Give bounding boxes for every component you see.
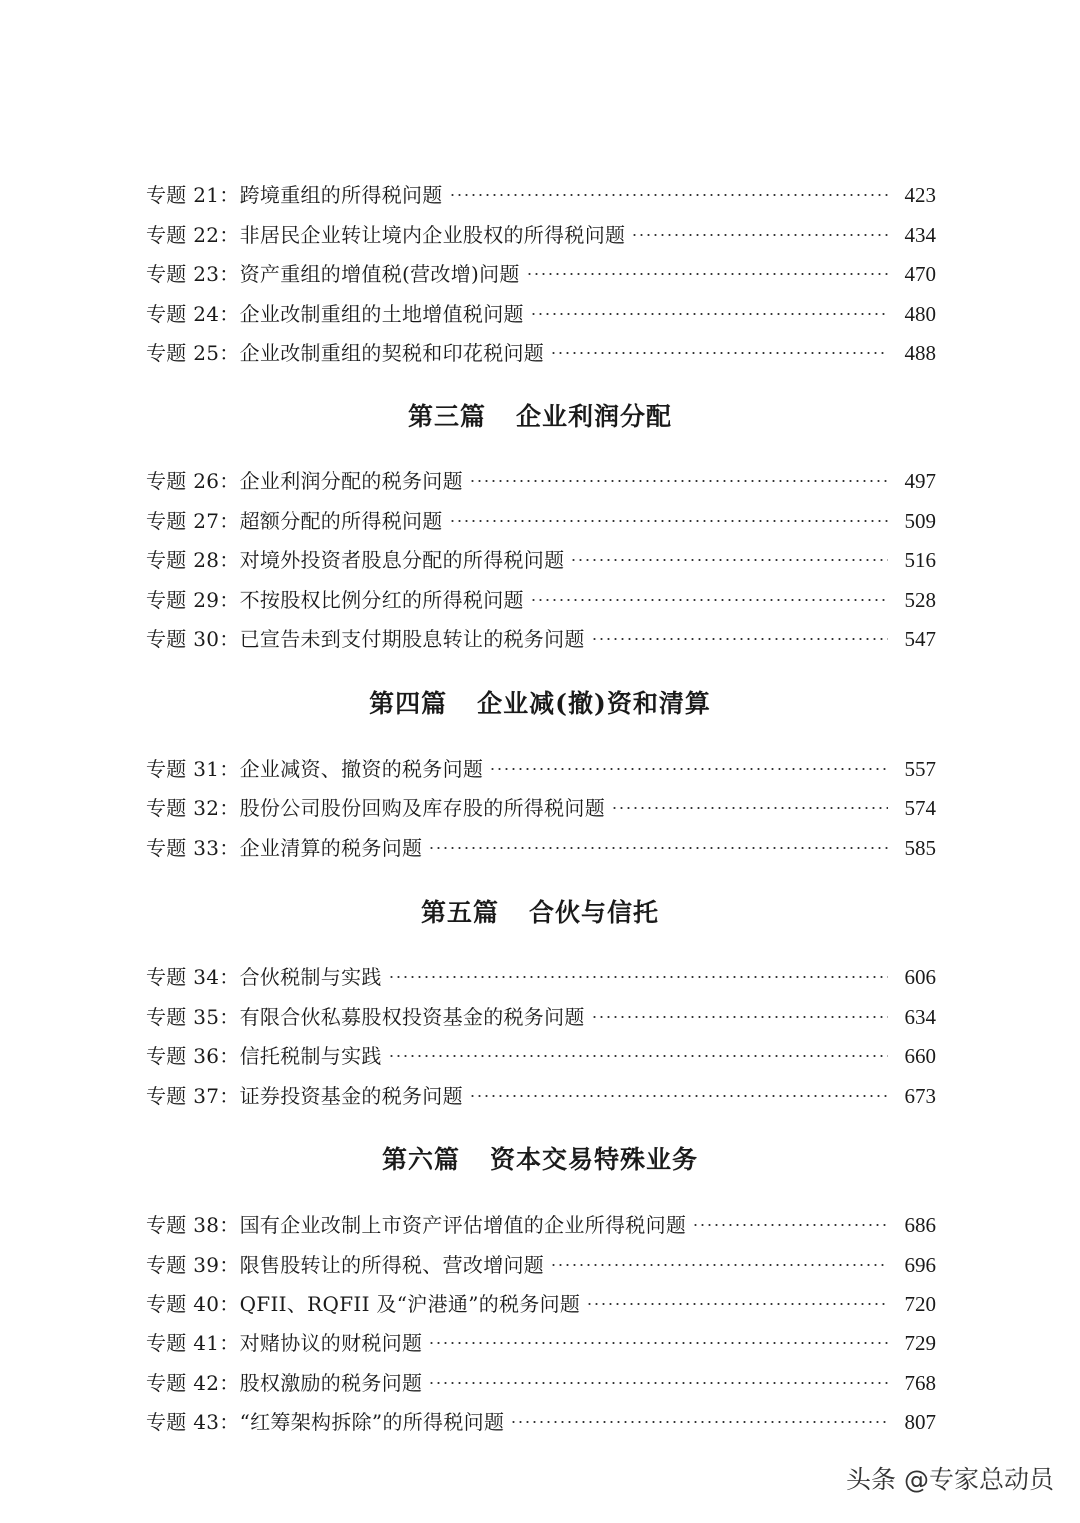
dot-leader bbox=[428, 1342, 888, 1344]
toc-entry[interactable] bbox=[146, 1368, 936, 1398]
toc-entry-label: 专题 34：合伙税制与实践 bbox=[146, 965, 382, 989]
toc-entry-label: 专题 37：证券投资基金的税务问题 bbox=[146, 1084, 463, 1108]
toc-entry[interactable] bbox=[146, 1289, 936, 1319]
dot-leader bbox=[550, 1264, 888, 1266]
toc-entry-page: 606 bbox=[904, 965, 936, 989]
toc-entry[interactable] bbox=[146, 299, 936, 329]
dot-leader bbox=[428, 1382, 888, 1384]
toc-entry-page: 696 bbox=[904, 1253, 936, 1277]
toc-entry-page: 768 bbox=[904, 1371, 936, 1395]
dot-leader bbox=[692, 1224, 888, 1226]
section-title bbox=[0, 684, 1080, 724]
dot-leader bbox=[530, 599, 888, 601]
toc-entry[interactable] bbox=[146, 793, 936, 823]
toc-entry[interactable] bbox=[146, 180, 936, 210]
toc-entry-label: 专题 29：不按股权比例分红的所得税问题 bbox=[146, 588, 524, 612]
dot-leader bbox=[591, 1016, 888, 1018]
toc-entry[interactable] bbox=[146, 624, 936, 654]
toc-entry-label: 专题 30：已宣告未到支付期股息转让的税务问题 bbox=[146, 627, 585, 651]
toc-entry[interactable] bbox=[146, 962, 936, 992]
dot-leader bbox=[586, 1303, 888, 1305]
toc-entry-page: 557 bbox=[904, 757, 936, 781]
dot-leader bbox=[388, 976, 888, 978]
toc-entry-label: 专题 21：跨境重组的所得税问题 bbox=[146, 183, 443, 207]
toc-entry-page: 423 bbox=[904, 183, 936, 207]
toc-entry-label: 专题 28：对境外投资者股息分配的所得税问题 bbox=[146, 548, 565, 572]
toc-entry[interactable] bbox=[146, 1407, 936, 1437]
dot-leader bbox=[449, 194, 888, 196]
dot-leader bbox=[570, 559, 888, 561]
toc-entry-page: 509 bbox=[904, 509, 936, 533]
toc-entry[interactable] bbox=[146, 1081, 936, 1111]
toc-entry[interactable] bbox=[146, 754, 936, 784]
toc-entry-page: 470 bbox=[904, 262, 936, 286]
toc-entry-label: 专题 23：资产重组的增值税(营改增)问题 bbox=[146, 262, 520, 286]
section-name: 资本交易特殊业务 bbox=[490, 1145, 699, 1174]
toc-entry[interactable] bbox=[146, 506, 936, 536]
section-name: 企业利润分配 bbox=[516, 402, 673, 431]
toc-entry-label: 专题 42：股权激励的税务问题 bbox=[146, 1371, 423, 1395]
toc-entry-page: 497 bbox=[904, 469, 936, 493]
toc-entry[interactable] bbox=[146, 545, 936, 575]
toc-entry-label: 专题 26：企业利润分配的税务问题 bbox=[146, 469, 463, 493]
dot-leader bbox=[449, 520, 888, 522]
dot-leader bbox=[611, 807, 888, 809]
toc-entry-label: 专题 32：股份公司股份回购及库存股的所得税问题 bbox=[146, 796, 606, 820]
toc-entry-page: 434 bbox=[904, 223, 936, 247]
dot-leader bbox=[510, 1421, 888, 1423]
toc-entry-label: 专题 25：企业改制重组的契税和印花税问题 bbox=[146, 341, 545, 365]
dot-leader bbox=[469, 480, 888, 482]
toc-entry-label: 专题 43：“红筹架构拆除”的所得税问题 bbox=[146, 1410, 505, 1434]
toc-entry[interactable] bbox=[146, 1250, 936, 1280]
section-part: 第三篇 bbox=[407, 402, 486, 431]
toc-entry-page: 634 bbox=[904, 1005, 936, 1029]
toc-entry[interactable] bbox=[146, 833, 936, 863]
watermark-label: 头条 @专家总动员 bbox=[846, 1465, 1054, 1494]
toc-entry[interactable] bbox=[146, 585, 936, 615]
toc-entry[interactable] bbox=[146, 1210, 936, 1240]
toc-entry-label: 专题 41：对赌协议的财税问题 bbox=[146, 1331, 423, 1355]
section-name: 合伙与信托 bbox=[529, 898, 660, 927]
dot-leader bbox=[428, 847, 888, 849]
toc-entry-label: 专题 33：企业清算的税务问题 bbox=[146, 836, 423, 860]
toc-entry-page: 528 bbox=[904, 588, 936, 612]
section-title bbox=[0, 397, 1080, 437]
section-part: 第六篇 bbox=[381, 1145, 460, 1174]
toc-entry-label: 专题 36：信托税制与实践 bbox=[146, 1044, 382, 1068]
toc-entry[interactable] bbox=[146, 259, 936, 289]
toc-entry[interactable] bbox=[146, 220, 936, 250]
toc-entry-label: 专题 27：超额分配的所得税问题 bbox=[146, 509, 443, 533]
toc-entry-page: 480 bbox=[904, 302, 936, 326]
dot-leader bbox=[530, 313, 888, 315]
toc-entry-label: 专题 40：QFII、RQFII 及“沪港通”的税务问题 bbox=[146, 1292, 581, 1316]
toc-entry-label: 专题 35：有限合伙私募股权投资基金的税务问题 bbox=[146, 1005, 585, 1029]
toc-entry[interactable] bbox=[146, 1328, 936, 1358]
toc-entry-label: 专题 38：国有企业改制上市资产评估增值的企业所得税问题 bbox=[146, 1213, 687, 1237]
toc-entry[interactable] bbox=[146, 338, 936, 368]
toc-entry-page: 547 bbox=[904, 627, 936, 651]
toc-entry-page: 660 bbox=[904, 1044, 936, 1068]
dot-leader bbox=[591, 638, 888, 640]
dot-leader bbox=[550, 352, 888, 354]
dot-leader bbox=[631, 234, 888, 236]
toc-entry-label: 专题 22：非居民企业转让境内企业股权的所得税问题 bbox=[146, 223, 626, 247]
dot-leader bbox=[469, 1095, 888, 1097]
section-part: 第五篇 bbox=[420, 898, 499, 927]
dot-leader bbox=[526, 273, 888, 275]
toc-entry-page: 729 bbox=[904, 1331, 936, 1355]
toc-entry[interactable] bbox=[146, 1041, 936, 1071]
toc-entry-label: 专题 39：限售股转让的所得税、营改增问题 bbox=[146, 1253, 545, 1277]
toc-entry[interactable] bbox=[146, 466, 936, 496]
toc-entry-page: 673 bbox=[904, 1084, 936, 1108]
toc-entry-label: 专题 31：企业减资、撤资的税务问题 bbox=[146, 757, 484, 781]
toc-entry-label: 专题 24：企业改制重组的土地增值税问题 bbox=[146, 302, 524, 326]
toc-entry-page: 488 bbox=[904, 341, 936, 365]
section-title bbox=[0, 1140, 1080, 1180]
toc-entry-page: 516 bbox=[904, 548, 936, 572]
toc-entry-page: 574 bbox=[904, 796, 936, 820]
dot-leader bbox=[489, 768, 888, 770]
toc-entry-page: 807 bbox=[904, 1410, 936, 1434]
dot-leader bbox=[388, 1055, 888, 1057]
toc-entry-page: 720 bbox=[904, 1292, 936, 1316]
toc-entry-page: 585 bbox=[904, 836, 936, 860]
section-part: 第四篇 bbox=[369, 689, 448, 718]
section-name: 企业减(撤)资和清算 bbox=[477, 689, 711, 718]
section-title bbox=[0, 893, 1080, 933]
toc-entry[interactable] bbox=[146, 1002, 936, 1032]
toc-entry-page: 686 bbox=[904, 1213, 936, 1237]
